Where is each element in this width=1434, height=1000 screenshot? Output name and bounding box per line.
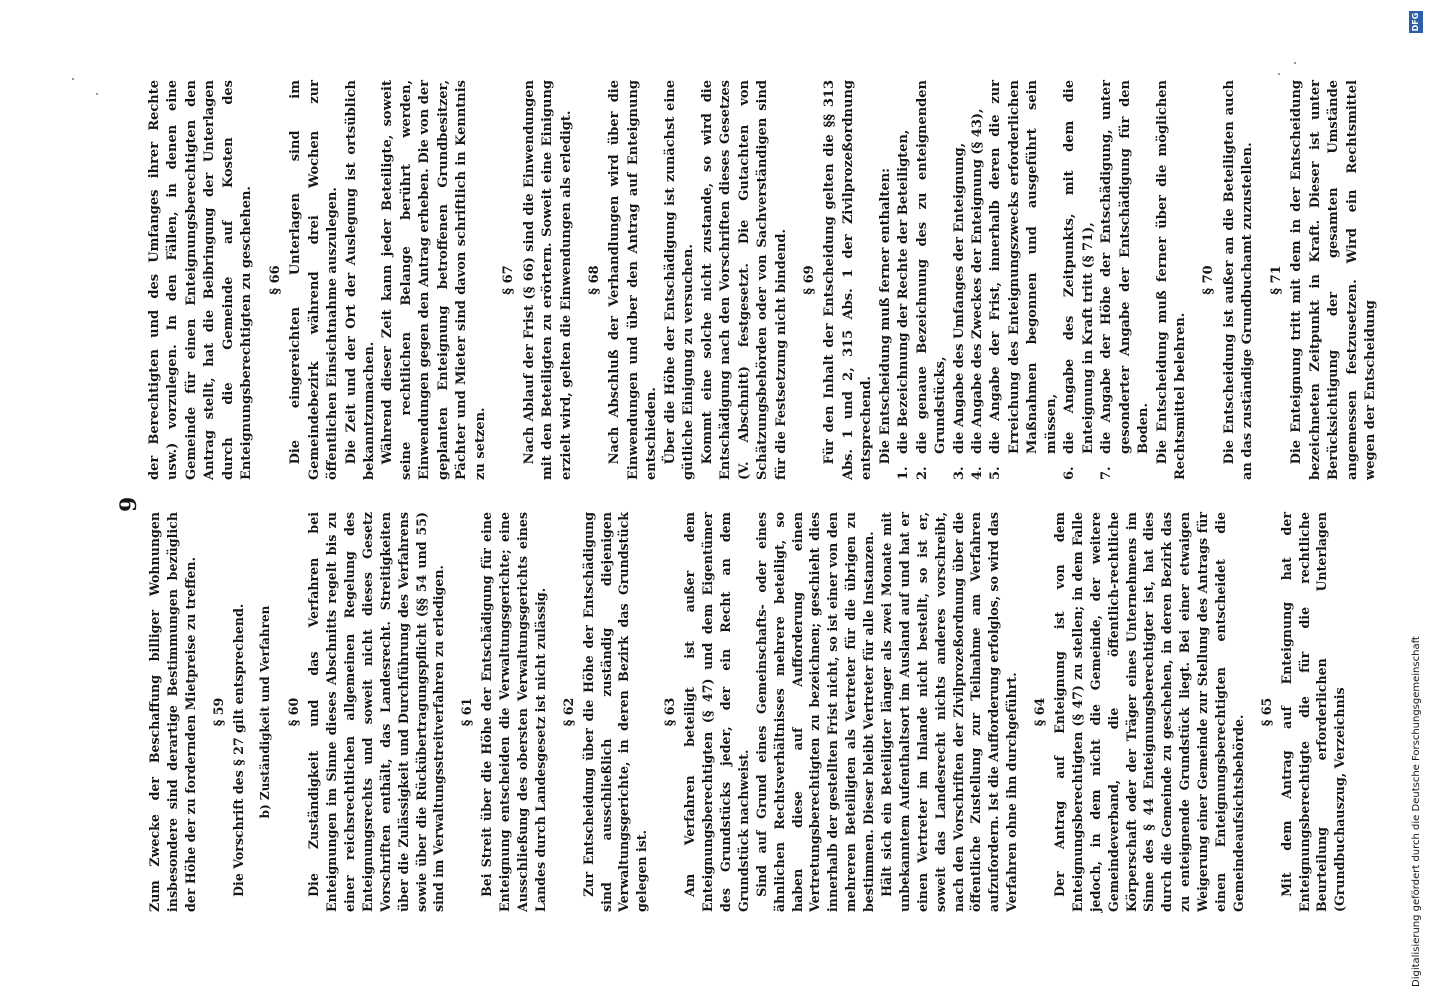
- list-item: [969, 80, 987, 480]
- paragraph: Die Entscheidung muß ferner enthalten:: [877, 168, 893, 465]
- list-item-text: die Angabe der Höhe der Entschädigung, unter gesonderter Angabe der Entschädigung für den Boden.: [1099, 80, 1152, 454]
- section-heading: § 62: [560, 697, 576, 727]
- section-heading: § 66: [267, 265, 283, 295]
- section-heading: § 67: [501, 265, 517, 295]
- paragraph: Über die Höhe der Entschädigung ist zunächst eine gütliche Einigung zu versuchen.: [662, 80, 697, 480]
- list-item-number: 5.: [988, 466, 1004, 480]
- section-heading: § 70: [1201, 265, 1217, 295]
- list-item-number: 3.: [951, 466, 967, 480]
- subsection-heading: b) Zuständigkeit und Verfahren: [258, 605, 273, 819]
- paragraph: Zur Entscheidung über die Höhe der Entschädigung sind ausschließlich zuständig diejenigen Verwaltungsgerichte, in deren Bezirk das Grundstück gelegen ist.: [580, 512, 650, 912]
- list-item-text: die Bezeichnung der Rechte der Beteiligten,: [896, 129, 912, 454]
- section-heading: § 64: [1032, 697, 1048, 727]
- paragraph: Die Entscheidung ist außer an die Beteiligten auch an das zuständige Grundbuchamt zuzustellen.: [1221, 80, 1256, 480]
- paragraph: Nach Ablauf der Frist (§ 66) sind die Einwendungen mit den Beteiligten zu erörtern. Soweit eine Einigung erzielt wird, gelten die Einwendungen als erledigt.: [521, 80, 574, 480]
- scan-speck: [1278, 73, 1280, 75]
- scan-speck: [1294, 62, 1296, 64]
- paragraph: Kommt eine solche nicht zustande, so wird die Entschädigung nach den Vorschriften dieses Gesetzes (V. Abschnitt) festgesetzt. Die Gutachten von Schätzungsbehörden oder von Sachverständigen sind für die Festsetzung nicht bindend.: [699, 80, 789, 480]
- section-heading: § 71: [1268, 265, 1284, 295]
- paragraph: Hält sich ein Beteiligter länger als zwei Monate mit unbekanntem Aufenthaltsort im Ausland auf und hat er einen Vertreter im Inlande nicht bestellt, so ist er, soweit das Landesrecht nichts anderes vorschreibt, nach den Vorschriften der Zivilprozeßordnung über die öffentliche Zustellung zur Teilnahme am Verfahren aufzufordern. Ist die Aufforderung erfolglos, so wird das Verfahren ohne ihn durchgeführt.: [878, 512, 1020, 912]
- list-item-number: 1.: [896, 466, 912, 480]
- section-heading: § 60: [286, 697, 302, 727]
- section-heading: § 65: [1258, 697, 1274, 727]
- paragraph: Die Vorschrift des § 27 gilt entsprechend.: [230, 603, 246, 897]
- scan-speck: [96, 93, 98, 95]
- list-item: [987, 80, 1061, 480]
- list-item-number: 6.: [1062, 466, 1078, 480]
- list-item-text: die Angabe des Umfanges der Enteignung,: [951, 142, 967, 454]
- paragraph: Die eingereichten Unterlagen sind im Gemeindebezirk während drei Wochen zur öffentlichen Einsichtnahme auszulegen.: [288, 80, 341, 480]
- paragraph: Für den Inhalt der Entscheidung gelten die §§ 313 Abs. 1 und 2, 315 Abs. 1 der Zivilprozeßordnung entsprechend.: [822, 80, 875, 480]
- list-item: [1061, 80, 1098, 480]
- list-item: [1098, 80, 1153, 480]
- list-item-number: 4.: [970, 466, 986, 480]
- section-heading: § 69: [801, 265, 817, 295]
- paragraph: Sind auf Grund eines Gemeinschafts- oder eines ähnlichen Rechtsverhältnisses mehrere beteiligt, so haben diese auf Aufforderung einen Vertretungsberechtigten zu bezeichnen; geschieht dies innerhalb der gestellten Frist nicht, so ist einer von den mehreren Beteiligten als Vertreter für die übrigen zu bestimmen. Dieser bleibt Vertreter für alle Instanzen.: [753, 512, 877, 912]
- paragraph: Die Zuständigkeit und das Verfahren bei Enteignungen im Sinne dieses Abschnitts regelt bis zu einer reichsrechtlichen allgemeinen Regelung des Enteignungsrechts und soweit nicht dieses Gesetz Vorschriften enthält, das Landesrecht. Streitigkeiten über die Zulässigkeit und Durchführung des Verfahrens sowie über die Rückübertragungspflicht (§§ 54 und 55) sind im Verwaltungsstreitverfahren zu erledigen.: [306, 512, 447, 912]
- paragraph: Der Antrag auf Enteignung ist von dem Enteignungsberechtigten (§ 47) zu stellen; in dem Falle jedoch, in dem nicht die Gemeinde, der weitere Gemeindeverband, die öffentlich-rechtliche Körperschaft oder der Träger eines Unternehmens im Sinne des § 44 Enteignungsberechtigter ist, hat dies durch die Gemeinde zu geschehen, in deren Bezirk das zu enteignende Grundstück liegt. Bei einer etwaigen Weigerung einer Gemeinde zur Stellung des Antrags für einen Enteignungsberechtigten entscheidet die Gemeindeaufsichtsbehörde.: [1051, 512, 1246, 912]
- page-number: 9: [116, 496, 142, 512]
- dfg-logo: DFG: [1409, 11, 1423, 33]
- list-item-number: 2.: [914, 466, 930, 480]
- paragraph: Die Enteignung tritt mit dem in der Entscheidung bezeichneten Zeitpunkt in Kraft. Dieser ist unter Berücksichtigung der gesamten Umstände angemessen festzusetzen. Wird ein Rechtsmittel wegen der Entscheidung: [1289, 80, 1379, 480]
- list-item: [895, 80, 913, 480]
- section-heading: § 63: [662, 697, 678, 727]
- digitization-credit-strip: [1408, 0, 1430, 1000]
- section-heading: § 59: [210, 697, 226, 727]
- digitization-credit: Digitalisierung gefördert durch die Deutsche Forschungsgemeinschaft: [1411, 636, 1422, 987]
- paragraph: Bei Streit über die Höhe der Entschädigung für eine Enteignung entscheiden die Verwaltungsgerichte; eine Ausschließung des obersten Verwaltungsgerichts eines Landes durch Landesgesetz ist nicht zulässig.: [479, 512, 548, 912]
- paragraph: der Berechtigten und des Umfanges ihrer Rechte usw.) vorzulegen. In den Fällen, in denen eine Gemeinde für einen Enteignungsberechtigten den Antrag stellt, hat die Beibringung der Unterlagen durch die Gemeinde auf Kosten des Enteignungsberechtigten zu geschehen.: [147, 80, 255, 480]
- paragraph: Nach Abschluß der Verhandlungen wird über die Einwendungen und über den Antrag auf Enteignung entschieden.: [607, 80, 660, 480]
- paragraph: Am Verfahren beteiligt ist außer dem Enteignungsberechtigten (§ 47) und dem Eigentümer des Grundstücks jeder, der ein Recht an dem Grundstück nachweist.: [682, 512, 751, 912]
- enumerated-list: [895, 80, 1153, 480]
- scan-speck: [72, 78, 74, 80]
- paragraph: Die Entscheidung muß ferner über die möglichen Rechtsmittel belehren.: [1154, 80, 1189, 480]
- section-heading: § 61: [459, 697, 475, 727]
- list-item: [914, 80, 951, 480]
- paragraph: Zum Zwecke der Beschaffung billiger Wohnungen insbesondere sind derartige Bestimmungen bezüglich der Höhe der zu fordernden Mietpreise zu treffen.: [147, 512, 198, 912]
- list-item-text: die Angabe des Zweckes der Enteignung (§ 43),: [970, 108, 986, 454]
- left-text-column: [146, 512, 1349, 912]
- list-item-text: die genaue Bezeichnung des zu enteignenden Grundstücks,: [914, 80, 949, 454]
- list-item-number: 7.: [1099, 466, 1115, 480]
- list-item-text: die Angabe der Frist, innerhalb deren die zur Erreichung des Enteignungszwecks erforderlichen Maßnahmen begonnen und ausgeführt sein müssen,: [988, 80, 1059, 454]
- list-item: [951, 80, 969, 480]
- right-text-column: [146, 80, 1381, 480]
- section-heading: § 68: [586, 265, 602, 295]
- paragraph: Die Zeit und der Ort der Auslegung ist ortsüblich bekanntzumachen.: [343, 80, 377, 480]
- paragraph: Während dieser Zeit kann jeder Beteiligte, soweit seine rechtlichen Belange berührt werden, Einwendungen gegen den Antrag erheben. Die von der geplanten Enteignung betroffenen Grundbesitzer, Pächter und Mieter sind davon schriftlich in Kenntnis zu setzen.: [380, 80, 488, 480]
- paragraph: Mit dem Antrag auf Enteignung hat der Enteignungsberechtigte die für die rechtliche Beurteilung erforderlichen Unterlagen (Grundbuchauszug, Verzeichnis: [1278, 512, 1348, 912]
- list-item-text: die Angabe des Zeitpunkts, mit dem die Enteignung in Kraft tritt (§ 71),: [1062, 80, 1096, 454]
